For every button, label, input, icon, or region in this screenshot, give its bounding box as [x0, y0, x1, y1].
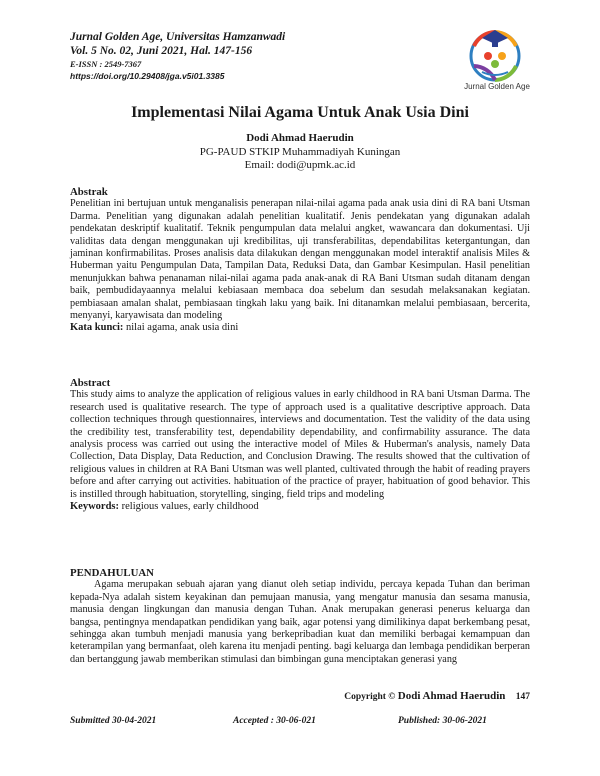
abstract-body: This study aims to analyze the application of religious values in early childhood in RA bani Utsman Darma. The research used is qualitative research. The type of approach used is a qualitative descriptive approach. Data collection techniques through questionnaires, interviews and documentation. Test the validity of the data using the credibility test, transferability test, dependability dependability, and confirmability assurance. The data analysis process was carried out using the interactive model of Miles & Huberman's analysis, namely Data Collection, Data Display, Data Reduction, and Conclusion Drawing. The results showed that the cultivation of religious values in children at RA Bani Utsman was well planted, cultivated through the habit of reading prayers before and after carrying out activities. habituation of the practice of prayer, habituation of good behavior. This is instilled through habituation, storytelling, singing, field trips and modeling	[70, 389, 530, 500]
copyright-line	[330, 690, 530, 702]
footer-published: Published: 30-06-2021	[398, 716, 487, 726]
journal-doi-link[interactable]: https://doi.org/10.29408/jga.v5i01.3385	[70, 71, 225, 81]
abstrak-heading: Abstrak	[70, 186, 108, 198]
author-name: Dodi Ahmad Haerudin	[246, 132, 354, 144]
author-email: Email: dodi@upmk.ac.id	[244, 159, 356, 171]
journal-logo-caption: Jurnal Golden Age	[464, 82, 530, 91]
abstract-keywords-text: religious values, early childhood	[119, 501, 259, 513]
footer-submitted: Submitted 30-04-2021	[70, 716, 157, 726]
author-affiliation: PG-PAUD STKIP Muhammadiyah Kuningan	[199, 145, 401, 158]
abstract-section	[70, 377, 530, 513]
abstract-keywords-label: Keywords:	[70, 501, 119, 513]
abstrak-section	[70, 186, 530, 335]
abstrak-keywords-text: nilai agama, anak usia dini	[123, 322, 239, 334]
abstrak-keywords	[70, 322, 530, 334]
pendahuluan-body: Agama merupakan sebuah ajaran yang dianut oleh setiap individu, percaya kepada Tuhan dan beriman kepada-Nya adalah sistem keyakinan dan pemujaan manusia, yang mengatur manusia dan sesama manusia, manusia dengan lingkungan dan manusia dengan Tuhan. Anak merupakan generasi penerus keluarga dan bangsa, pentingnya mendapatkan pendidikan yang baik, agar potensi yang dimilikinya dapat berkembang pesat, sehingga akan tumbuh menjadi manusia yang berkepribadian kuat dan memiliki berbagai kemampuan dan keterampilan yang bermanfaat, oleh karena itu menjadi penting. bagi keluarga dan lembaga pendidikan berperan dan bertanggung jawab memberikan stimulasi dan bimbingan guna menciptakan generasi yang	[70, 579, 530, 665]
footer-accepted: Accepted : 30-06-021	[233, 716, 316, 726]
paper-title: Implementasi Nilai Agama Untuk Anak Usia Dini	[131, 104, 469, 121]
copyright-name: Dodi Ahmad Haerudin	[397, 690, 506, 702]
author-block	[0, 132, 600, 173]
journal-volume: Vol. 5 No. 02, Juni 2021, Hal. 147-156	[70, 45, 253, 57]
abstrak-body: Penelitian ini bertujuan untuk menganalisis penerapan nilai-nilai agama pada anak usia dini di RA bani Utsman Darma. Penelitian yang digunakan adalah penelitian kualitatif. Jenis pendekatan yang digunakan adalah pendekatan deskriptif kualitatif. Teknik pengumpulan data melalui angket, wawancara dan dokumentasi. Uji validitas data dengan menggunakan uji kredibilitas, uji transferabilitas, dependabilitas ketergantungan, dan jaminan konfirmabilitas. Proses analisis data dilakukan dengan menggunakan model interaktif analisis Miles & Huberman yaitu Pengumpulan Data, Tampilan Data, Reduksi Data, dan Gambar Kesimpulan. Hasil penelitian menunjukkan bahwa penanaman nilai-nilai agama pada anak-anak di RA Bani Utsman sudah ditanam dengan baik, pembudidayaannya melalui kebiasaan membaca doa sebelum dan sesudah melaksanakan kegiatan. pembiasaan amalan shalat, pembiasaan tingkah laku yang baik. Ini ditanamkan melalui pembiasaan, bercerita, menyanyi, karyawisata dan modeling	[70, 198, 530, 322]
journal-issn: E-ISSN : 2549-7367	[70, 59, 142, 69]
abstrak-keywords-label: Kata kunci:	[70, 322, 124, 334]
page-number: 147	[515, 692, 530, 702]
abstract-keywords	[70, 501, 530, 513]
journal-header	[70, 30, 285, 82]
pendahuluan-heading: PENDAHULUAN	[70, 567, 154, 579]
pendahuluan-section	[70, 567, 530, 666]
journal-name: Jurnal Golden Age, Universitas Hamzanwadi	[70, 31, 286, 43]
copyright-label: Copyright ©	[344, 692, 396, 702]
abstract-heading: Abstract	[70, 377, 111, 389]
